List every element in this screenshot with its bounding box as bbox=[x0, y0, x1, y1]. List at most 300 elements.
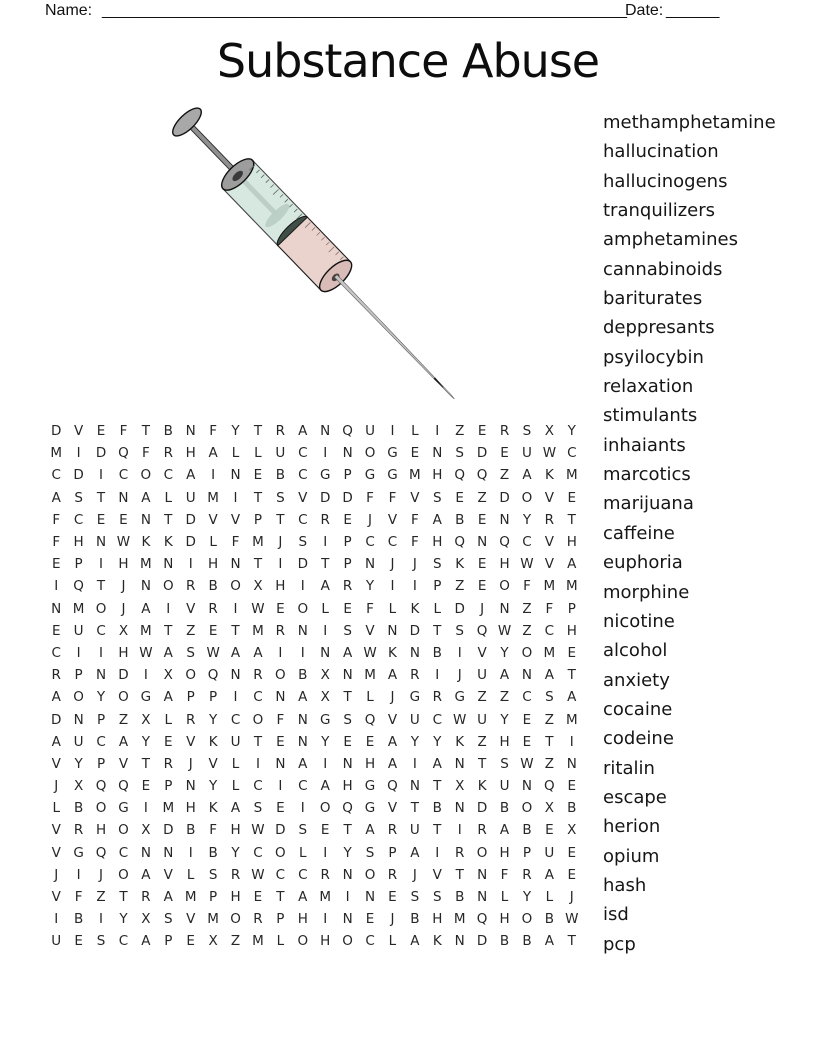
grid-letter: A bbox=[298, 689, 308, 706]
grid-letter: N bbox=[275, 755, 286, 772]
grid-letter: I bbox=[233, 689, 238, 706]
grid-letter: W bbox=[116, 534, 131, 551]
grid-letter: P bbox=[209, 889, 218, 906]
grid-letter: M bbox=[207, 911, 219, 928]
grid-letter: L bbox=[164, 489, 173, 506]
grid-letter: P bbox=[253, 511, 263, 528]
grid-letter: H bbox=[342, 778, 353, 795]
grid-letter: C bbox=[544, 622, 555, 639]
grid-letter: B bbox=[499, 933, 510, 950]
grid-letter: S bbox=[74, 489, 83, 506]
grid-letter: V bbox=[51, 889, 61, 906]
grid-letter: G bbox=[364, 778, 376, 795]
grid-letter: B bbox=[544, 911, 554, 928]
grid-letter: W bbox=[206, 644, 220, 661]
grid-letter: U bbox=[409, 711, 420, 728]
grid-letter: C bbox=[275, 866, 286, 883]
grid-letter: I bbox=[76, 445, 81, 462]
grid-letter: S bbox=[365, 844, 375, 861]
grid-letter: U bbox=[73, 733, 84, 750]
grid-letter: L bbox=[254, 445, 262, 462]
grid-letter: N bbox=[342, 911, 353, 928]
grid-letter: X bbox=[567, 822, 577, 839]
grid-letter: N bbox=[95, 534, 107, 551]
grid-letter: C bbox=[298, 778, 308, 795]
grid-letter: E bbox=[141, 778, 151, 795]
grid-letter: L bbox=[388, 933, 397, 950]
grid-letter: C bbox=[253, 844, 263, 861]
grid-letter: F bbox=[366, 489, 374, 506]
grid-letter: I bbox=[143, 800, 148, 817]
grid-letter: E bbox=[500, 445, 509, 462]
grid-letter: N bbox=[230, 556, 241, 573]
grid-letter: V bbox=[208, 755, 218, 772]
grid-letter: B bbox=[298, 667, 308, 684]
grid-letter: X bbox=[320, 667, 330, 684]
grid-letter: Y bbox=[208, 778, 218, 795]
grid-letter: V bbox=[432, 866, 442, 883]
grid-letter: I bbox=[323, 445, 328, 462]
grid-letter: C bbox=[387, 534, 398, 551]
grid-letter: H bbox=[208, 556, 219, 573]
grid-letter: S bbox=[500, 755, 509, 772]
grid-letter: O bbox=[297, 600, 309, 617]
grid-letter: N bbox=[297, 711, 308, 728]
grid-letter: U bbox=[73, 622, 84, 639]
grid-letter: N bbox=[140, 578, 151, 595]
grid-letter: M bbox=[162, 800, 175, 817]
grid-letter: C bbox=[567, 445, 577, 462]
grid-letter: Q bbox=[207, 667, 219, 684]
grid-letter: C bbox=[522, 689, 532, 706]
grid-letter: B bbox=[455, 511, 465, 528]
grid-letter: V bbox=[186, 911, 196, 928]
grid-letter: I bbox=[99, 556, 104, 573]
grid-letter: H bbox=[275, 578, 286, 595]
grid-letter: F bbox=[74, 889, 83, 906]
grid-letter: L bbox=[276, 933, 285, 950]
grid-letter: S bbox=[522, 423, 532, 440]
grid-letter: O bbox=[230, 578, 241, 595]
grid-letter: L bbox=[164, 711, 173, 728]
grid-letter: D bbox=[409, 622, 421, 639]
grid-letter: S bbox=[208, 866, 218, 883]
grid-letter: P bbox=[74, 556, 83, 573]
grid-letter: T bbox=[433, 778, 442, 795]
grid-letter: V bbox=[73, 423, 84, 440]
grid-letter: A bbox=[410, 933, 420, 950]
grid-letter: T bbox=[276, 889, 285, 906]
grid-letter: O bbox=[521, 800, 533, 817]
grid-letter: A bbox=[208, 445, 218, 462]
grid-letter: V bbox=[298, 489, 308, 506]
grid-letter: N bbox=[342, 445, 353, 462]
grid-letter: T bbox=[253, 489, 263, 506]
word-item: deppresants bbox=[603, 317, 715, 339]
grid-letter: E bbox=[186, 933, 195, 950]
grid-letter: G bbox=[319, 467, 331, 484]
grid-letter: Q bbox=[387, 778, 398, 795]
grid-letter: O bbox=[521, 489, 533, 506]
grid-letter: K bbox=[208, 800, 218, 817]
grid-letter: V bbox=[544, 534, 554, 551]
grid-letter: I bbox=[323, 911, 328, 928]
grid-letter: V bbox=[163, 866, 173, 883]
grid-letter: S bbox=[186, 644, 195, 661]
grid-letter: T bbox=[164, 622, 173, 639]
grid-letter: P bbox=[522, 844, 532, 861]
grid-letter: L bbox=[186, 866, 195, 883]
grid-letter: R bbox=[342, 578, 353, 595]
grid-letter: R bbox=[410, 667, 420, 684]
grid-letter: F bbox=[52, 534, 61, 551]
grid-letter: F bbox=[410, 534, 419, 551]
date-label: Date: bbox=[625, 2, 664, 19]
grid-letter: N bbox=[566, 755, 577, 772]
grid-letter: H bbox=[95, 822, 107, 839]
grid-letter: J bbox=[278, 534, 283, 551]
grid-letter: R bbox=[186, 578, 196, 595]
grid-letter: G bbox=[364, 467, 376, 484]
grid-letter: H bbox=[499, 844, 510, 861]
grid-letter: R bbox=[51, 667, 61, 684]
grid-letter: E bbox=[276, 800, 285, 817]
grid-letter: R bbox=[230, 866, 241, 883]
grid-letter: A bbox=[51, 733, 61, 750]
grid-letter: I bbox=[76, 866, 81, 883]
grid-letter: C bbox=[253, 778, 263, 795]
grid-letter: E bbox=[477, 423, 487, 440]
grid-letter: C bbox=[298, 511, 308, 528]
grid-letter: D bbox=[275, 822, 286, 839]
grid-letter: X bbox=[544, 423, 554, 440]
grid-letter: I bbox=[323, 622, 328, 639]
grid-letter: I bbox=[166, 600, 171, 617]
grid-letter: Y bbox=[119, 911, 128, 928]
grid-letter: R bbox=[499, 423, 510, 440]
grid-letter: M bbox=[319, 889, 332, 906]
grid-letter: N bbox=[73, 711, 84, 728]
grid-letter: T bbox=[96, 578, 106, 595]
grid-letter: M bbox=[565, 711, 578, 728]
grid-letter: O bbox=[230, 911, 241, 928]
grid-letter: K bbox=[208, 733, 218, 750]
grid-letter: D bbox=[185, 534, 196, 551]
page-title: Substance Abuse bbox=[216, 34, 600, 88]
grid-letter: Q bbox=[476, 911, 488, 928]
grid-letter: A bbox=[163, 889, 173, 906]
grid-letter: O bbox=[118, 822, 129, 839]
grid-letter: P bbox=[209, 689, 218, 706]
word-item: cocaine bbox=[603, 698, 673, 720]
grid-letter: G bbox=[409, 689, 421, 706]
grid-letter: R bbox=[522, 866, 532, 883]
grid-letter: P bbox=[343, 534, 352, 551]
grid-letter: I bbox=[143, 667, 148, 684]
grid-letter: S bbox=[276, 489, 285, 506]
grid-letter: E bbox=[208, 622, 218, 639]
grid-letter: I bbox=[278, 778, 283, 795]
grid-letter: E bbox=[567, 644, 577, 661]
grid-letter: A bbox=[387, 755, 398, 772]
grid-letter: I bbox=[323, 844, 328, 861]
grid-letter: X bbox=[455, 778, 465, 795]
grid-letter: N bbox=[409, 778, 420, 795]
grid-letter: R bbox=[387, 866, 398, 883]
grid-letter: F bbox=[141, 445, 150, 462]
grid-letter: K bbox=[141, 534, 151, 551]
grid-letter: I bbox=[435, 667, 440, 684]
grid-letter: O bbox=[118, 866, 129, 883]
grid-letter: K bbox=[432, 933, 442, 950]
grid-letter: K bbox=[410, 600, 420, 617]
grid-letter: B bbox=[73, 800, 84, 817]
grid-letter: O bbox=[73, 689, 84, 706]
grid-letter: E bbox=[567, 844, 577, 861]
word-item: hallucination bbox=[603, 141, 719, 163]
grid-letter: J bbox=[412, 556, 417, 573]
grid-letter: Y bbox=[231, 423, 240, 440]
grid-letter: X bbox=[544, 800, 554, 817]
word-item: hash bbox=[603, 874, 647, 896]
grid-letter: W bbox=[251, 600, 265, 617]
grid-letter: C bbox=[253, 689, 263, 706]
grid-letter: I bbox=[54, 911, 59, 928]
grid-letter: N bbox=[230, 667, 241, 684]
grid-letter: Y bbox=[500, 711, 509, 728]
grid-letter: B bbox=[432, 800, 442, 817]
grid-letter: O bbox=[140, 467, 152, 484]
grid-letter: U bbox=[544, 844, 555, 861]
word-item: tranquilizers bbox=[603, 200, 716, 222]
grid-letter: H bbox=[320, 933, 331, 950]
word-item: pcp bbox=[603, 933, 636, 955]
grid-letter: S bbox=[96, 933, 106, 950]
word-item: bariturates bbox=[603, 288, 703, 310]
grid-letter: F bbox=[523, 578, 531, 595]
grid-letter: H bbox=[118, 556, 129, 573]
grid-letter: A bbox=[186, 467, 196, 484]
grid-letter: T bbox=[433, 822, 442, 839]
grid-letter: N bbox=[454, 800, 465, 817]
grid-letter: T bbox=[141, 755, 150, 772]
grid-letter: E bbox=[343, 511, 352, 528]
grid-letter: R bbox=[275, 622, 286, 639]
grid-letter: P bbox=[343, 467, 352, 484]
grid-letter: Z bbox=[455, 578, 465, 595]
grid-letter: V bbox=[51, 822, 61, 839]
grid-letter: I bbox=[300, 644, 305, 661]
grid-letter: O bbox=[95, 800, 107, 817]
grid-letter: Z bbox=[477, 689, 487, 706]
grid-letter: T bbox=[164, 511, 173, 528]
grid-letter: C bbox=[118, 844, 129, 861]
grid-letter: P bbox=[186, 689, 195, 706]
grid-letter: N bbox=[342, 667, 353, 684]
grid-letter: E bbox=[164, 733, 173, 750]
grid-letter: C bbox=[96, 733, 106, 750]
grid-letter: X bbox=[141, 911, 151, 928]
grid-letter: C bbox=[365, 534, 375, 551]
grid-letter: A bbox=[544, 667, 554, 684]
grid-letter: H bbox=[566, 622, 577, 639]
grid-letter: E bbox=[522, 733, 532, 750]
grid-letter: Q bbox=[454, 467, 466, 484]
grid-letter: F bbox=[119, 423, 128, 440]
grid-letter: E bbox=[276, 733, 285, 750]
grid-letter: J bbox=[457, 667, 462, 684]
word-item: anxiety bbox=[603, 669, 670, 691]
grid-letter: E bbox=[51, 622, 61, 639]
grid-letter: H bbox=[230, 822, 241, 839]
grid-letter: Q bbox=[454, 534, 466, 551]
grid-letter: H bbox=[73, 534, 84, 551]
grid-letter: P bbox=[343, 556, 352, 573]
grid-letter: K bbox=[163, 534, 173, 551]
grid-letter: A bbox=[51, 689, 61, 706]
grid-letter: H bbox=[118, 644, 129, 661]
grid-letter: O bbox=[499, 578, 510, 595]
grid-letter: X bbox=[141, 822, 151, 839]
grid-letter: M bbox=[252, 933, 264, 950]
grid-letter: N bbox=[521, 667, 532, 684]
grid-letter: D bbox=[297, 556, 308, 573]
grid-letter: Q bbox=[499, 534, 510, 551]
grid-letter: G bbox=[387, 467, 398, 484]
grid-letter: I bbox=[99, 644, 104, 661]
grid-letter: B bbox=[499, 800, 510, 817]
grid-letter: C bbox=[522, 534, 532, 551]
grid-letter: N bbox=[51, 600, 62, 617]
grid-letter: L bbox=[209, 534, 217, 551]
grid-letter: M bbox=[252, 534, 264, 551]
grid-letter: I bbox=[323, 534, 328, 551]
grid-letter: G bbox=[319, 711, 331, 728]
grid-letter: E bbox=[343, 600, 352, 617]
grid-letter: L bbox=[52, 800, 60, 817]
grid-letter: I bbox=[188, 844, 193, 861]
grid-letter: H bbox=[230, 889, 241, 906]
grid-letter: V bbox=[118, 755, 129, 772]
grid-letter: N bbox=[163, 556, 174, 573]
grid-letter: A bbox=[163, 689, 173, 706]
grid-letter: R bbox=[320, 866, 330, 883]
grid-letter: N bbox=[432, 445, 443, 462]
grid-letter: N bbox=[409, 644, 420, 661]
grid-letter: L bbox=[388, 600, 397, 617]
grid-letter: E bbox=[455, 489, 464, 506]
grid-letter: D bbox=[118, 667, 129, 684]
grid-letter: A bbox=[387, 667, 398, 684]
grid-letter: M bbox=[409, 467, 421, 484]
grid-letter: N bbox=[163, 844, 174, 861]
grid-letter: O bbox=[185, 667, 197, 684]
date-blank-line[interactable]: ______ bbox=[666, 2, 720, 19]
grid-letter: Q bbox=[342, 423, 353, 440]
grid-letter: H bbox=[297, 911, 308, 928]
grid-letter: M bbox=[543, 644, 556, 661]
grid-letter: H bbox=[185, 445, 196, 462]
grid-letter: Q bbox=[95, 844, 107, 861]
grid-letter: N bbox=[185, 423, 196, 440]
grid-letter: H bbox=[185, 800, 196, 817]
grid-letter: S bbox=[163, 911, 173, 928]
grid-letter: J bbox=[121, 600, 126, 617]
grid-letter: L bbox=[231, 778, 240, 795]
grid-letter: W bbox=[363, 644, 377, 661]
grid-letter: L bbox=[545, 889, 554, 906]
grid-letter: H bbox=[364, 755, 376, 772]
grid-letter: R bbox=[387, 822, 398, 839]
grid-letter: Z bbox=[96, 889, 106, 906]
grid-letter: M bbox=[543, 578, 556, 595]
grid-letter: O bbox=[297, 933, 309, 950]
grid-letter: B bbox=[522, 933, 532, 950]
grid-letter: M bbox=[140, 622, 152, 639]
grid-letter: N bbox=[320, 644, 331, 661]
name-blank-line[interactable]: ___________________________________________________________ bbox=[102, 2, 628, 19]
grid-letter: T bbox=[410, 800, 419, 817]
grid-letter: Y bbox=[567, 423, 576, 440]
grid-letter: J bbox=[54, 778, 59, 795]
grid-letter: O bbox=[342, 933, 353, 950]
grid-letter: M bbox=[453, 911, 466, 928]
grid-letter: Z bbox=[499, 467, 510, 484]
grid-letter: Y bbox=[522, 511, 532, 528]
grid-letter: O bbox=[275, 667, 286, 684]
grid-letter: Y bbox=[231, 844, 240, 861]
grid-letter: C bbox=[73, 511, 84, 528]
grid-letter: J bbox=[99, 866, 104, 883]
grid-letter: O bbox=[521, 911, 533, 928]
grid-letter: B bbox=[186, 822, 196, 839]
grid-letter: T bbox=[433, 622, 442, 639]
grid-letter: A bbox=[230, 644, 241, 661]
grid-letter: Q bbox=[364, 711, 376, 728]
grid-letter: G bbox=[454, 689, 465, 706]
grid-letter: L bbox=[231, 755, 240, 772]
grid-letter: A bbox=[230, 800, 241, 817]
grid-letter: X bbox=[208, 933, 218, 950]
grid-letter: I bbox=[569, 733, 574, 750]
grid-letter: O bbox=[521, 644, 533, 661]
grid-letter: V bbox=[365, 622, 375, 639]
word-item: psyilocybin bbox=[603, 346, 704, 368]
grid-letter: C bbox=[298, 467, 308, 484]
grid-letter: I bbox=[300, 800, 305, 817]
grid-letter: I bbox=[435, 844, 440, 861]
grid-letter: G bbox=[364, 800, 376, 817]
grid-letter: B bbox=[522, 822, 532, 839]
grid-letter: C bbox=[298, 445, 308, 462]
grid-letter: E bbox=[522, 711, 532, 728]
grid-letter: N bbox=[364, 889, 376, 906]
grid-letter: X bbox=[118, 622, 129, 639]
grid-letter: Z bbox=[477, 489, 487, 506]
grid-letter: T bbox=[343, 689, 352, 706]
grid-letter: B bbox=[410, 911, 420, 928]
grid-letter: C bbox=[51, 467, 61, 484]
grid-letter: S bbox=[545, 689, 554, 706]
grid-letter: T bbox=[343, 822, 352, 839]
grid-letter: D bbox=[499, 489, 510, 506]
grid-letter: U bbox=[477, 667, 488, 684]
grid-letter: E bbox=[253, 467, 263, 484]
word-item: herion bbox=[603, 816, 661, 838]
grid-letter: S bbox=[253, 800, 263, 817]
grid-letter: A bbox=[567, 556, 577, 573]
word-item: nicotine bbox=[603, 610, 675, 632]
